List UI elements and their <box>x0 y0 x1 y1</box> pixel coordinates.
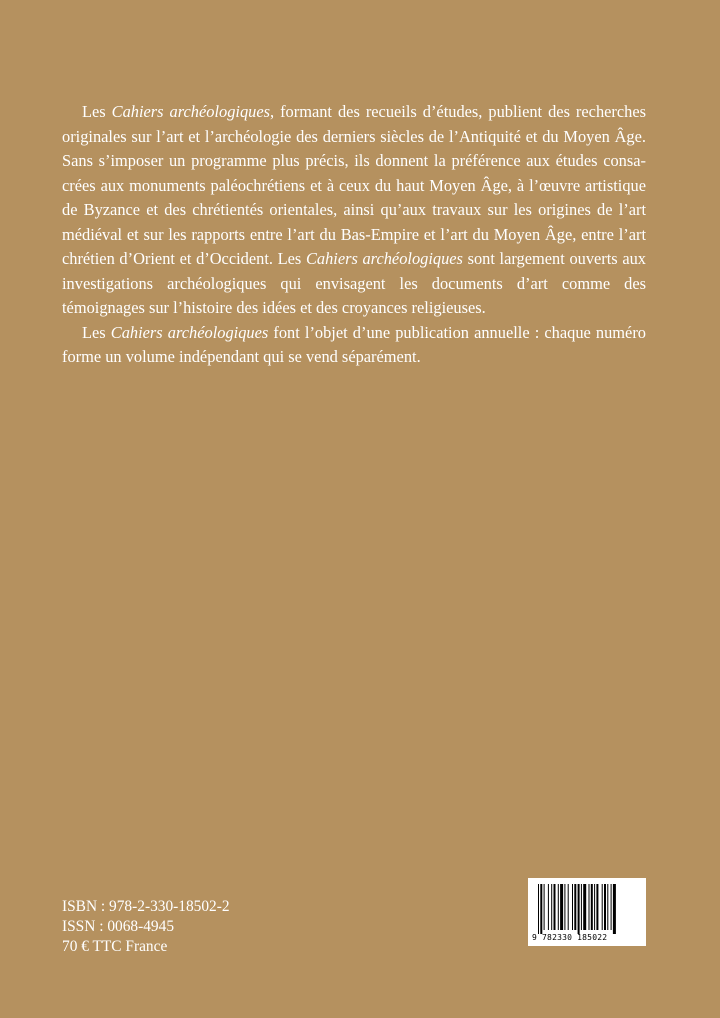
text-segment: Les <box>82 102 112 121</box>
back-cover-blurb <box>62 100 646 370</box>
publication-info <box>62 897 230 957</box>
isbn-line: ISBN : 978-2-330-18502-2 <box>62 898 230 915</box>
journal-title: Cahiers archéologiques <box>305 249 463 268</box>
text-segment: , formant des recueils d’études, publient des recherches originales sur l’art et l’archéologie des derniers siècles de l’Antiquité et du Moyen Âge. Sans s’imposer un programme plus précis, ils donnent la préférence aux études consacrées aux monuments paléochrétiens et à ceux du haut Moyen Âge, à l’œuvre artistique de Byzance et des chrétientés orientales, ainsi qu’aux travaux sur les origines de l’art médiéval et sur les rapports entre l’art du Bas-Empire et l’art du Moyen Âge, entre l’art chrétien d’Orient et d’Occident. Les <box>62 102 646 268</box>
barcode-digits: 9 782330 185022 <box>532 933 608 942</box>
text-segment: sont largement ouverts aux investigations archéologiques qui envisagent les documents d’art comme des témoignages sur l’histoire des idées et des croyances religieuses. <box>62 249 646 317</box>
journal-title: Cahiers archéologiques <box>111 102 271 121</box>
text-segment: Les <box>82 322 111 342</box>
text-segment: font l’objet d’une publication annuelle : chaque numéro forme un volume indépendant qui se vend séparément. <box>62 322 646 366</box>
price-line: 70 € TTC France <box>62 938 168 955</box>
issn-line: ISSN : 0068-4945 <box>62 918 175 935</box>
barcode-bars <box>536 884 638 934</box>
barcode <box>528 878 646 946</box>
journal-title: Cahiers archéologiques <box>110 322 269 342</box>
blurb-paragraph-1 <box>62 100 646 321</box>
blurb-paragraph-2 <box>62 321 646 370</box>
